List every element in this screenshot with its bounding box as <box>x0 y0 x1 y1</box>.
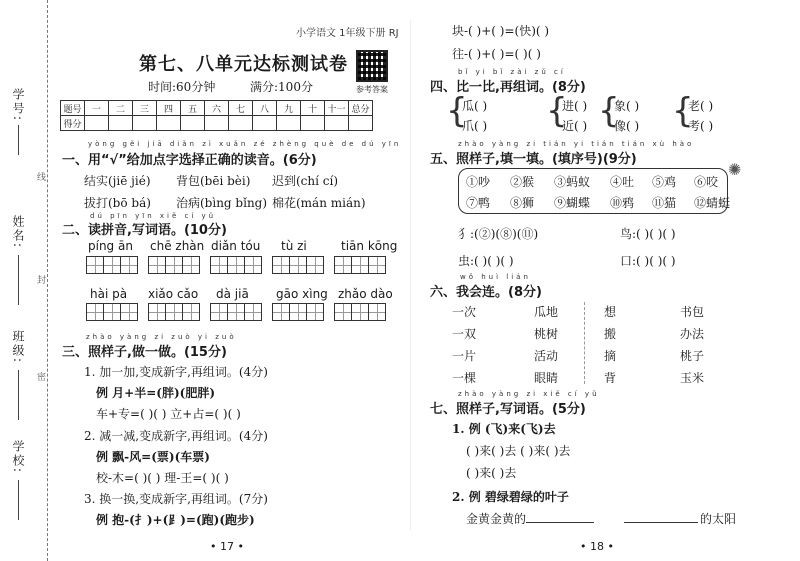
s7-part2-prefix: 金黄金黄的 <box>466 512 527 526</box>
s4-group[interactable] <box>688 96 713 136</box>
s4-pinyin: bǐ yi bǐ zài zǔ cí <box>458 68 566 76</box>
s1-item[interactable]: 结实(jiē jié) <box>84 174 151 188</box>
s4-group[interactable] <box>462 96 487 136</box>
s5-fill-dog-radical[interactable]: 犭:(②)(⑧)(⑪) <box>458 227 539 241</box>
score-cell: 二 <box>109 101 133 116</box>
writing-grid[interactable] <box>272 303 323 321</box>
s1-item[interactable]: 背包(bēi bèi) <box>176 174 251 188</box>
s4-item[interactable]: 老( ) <box>688 99 714 113</box>
s7-part1-line2[interactable]: ( )来( )去 <box>466 466 517 480</box>
score-cell: 七 <box>229 101 253 116</box>
s1-item[interactable]: 迟到(chí cí) <box>272 174 339 188</box>
s3-title: 三、照样子,做一做。(15分) <box>62 345 227 360</box>
s2-pinyin-word: hài pà <box>90 287 128 301</box>
s6-col4-item[interactable]: 办法 <box>680 327 705 341</box>
s4-item[interactable]: 瓜( ) <box>462 99 488 113</box>
cut-mark-mi: 密 <box>35 372 45 381</box>
s6-col1-item[interactable]: 一次 <box>452 305 477 319</box>
score-input-cell[interactable] <box>157 116 181 131</box>
s3-part2-line[interactable]: 校-木=( )( ) 理-王=( )( ) <box>96 471 229 485</box>
s6-col1-item[interactable]: 一片 <box>452 349 477 363</box>
series-header: 小学语文 1年级下册 RJ <box>296 28 399 39</box>
s2-pinyin: dú pīn yīn xiě cí yǔ <box>90 212 217 220</box>
s5-option: ⑩鸦 <box>610 196 635 210</box>
exam-time: 时间:60分钟 <box>148 80 216 94</box>
score-cell: 总分 <box>349 101 373 116</box>
s6-col2-item[interactable]: 桃树 <box>534 327 559 341</box>
s6-col3-item[interactable]: 摘 <box>604 349 617 363</box>
s7-part2-example: 2. 例 碧绿碧绿的叶子 <box>452 490 569 504</box>
writing-grid[interactable] <box>148 303 199 321</box>
score-table <box>60 100 373 131</box>
writing-grid[interactable] <box>148 256 199 274</box>
s4-item[interactable]: 考( ) <box>688 119 714 133</box>
writing-grid[interactable] <box>210 256 261 274</box>
page-number-right: • 18 • <box>580 540 614 553</box>
s2-pinyin-word: tiān kōng <box>341 239 398 253</box>
s3-part1-example: 例 月+半=(胖)(肥胖) <box>96 386 215 400</box>
s6-col4-item[interactable]: 书包 <box>680 305 705 319</box>
s7-title: 七、照样子,写词语。(5分) <box>430 402 586 417</box>
s4-title: 四、比一比,再组词。(8分) <box>430 80 586 95</box>
s5-fill-insect[interactable]: 虫:( )( )( ) <box>458 254 514 268</box>
score-input-cell[interactable] <box>181 116 205 131</box>
s6-col2-item[interactable]: 眼睛 <box>534 371 559 385</box>
s6-col4-item[interactable]: 桃子 <box>680 349 705 363</box>
s3-pinyin: zhào yàng zi zuò yi zuò <box>86 333 237 341</box>
s4-item[interactable]: 爪( ) <box>462 119 488 133</box>
score-input-cell[interactable] <box>205 116 229 131</box>
cut-mark-xian: 线 <box>35 172 45 181</box>
student-id-label: 学号: <box>11 88 25 123</box>
s5-options-box <box>458 168 731 214</box>
s6-divider <box>584 302 585 384</box>
s5-option: ④吐 <box>610 175 635 189</box>
writing-grid[interactable] <box>210 303 261 321</box>
writing-grid[interactable] <box>86 256 137 274</box>
s4-item[interactable]: 像( ) <box>614 119 640 133</box>
score-cell: 十 <box>301 101 325 116</box>
s3-part2-title: 2. 减一减,变成新字,再组词。(4分) <box>84 429 268 443</box>
score-input-cell[interactable] <box>229 116 253 131</box>
score-input-cell[interactable] <box>301 116 325 131</box>
writing-grid[interactable] <box>334 303 385 321</box>
s3-part3-line2[interactable]: 往-( )+( )=( )( ) <box>452 47 541 61</box>
s2-pinyin-word: gāo xìng <box>276 287 328 301</box>
score-input-cell[interactable] <box>253 116 277 131</box>
s2-pinyin-word: xiǎo cǎo <box>148 287 199 301</box>
s5-option: ⑧狮 <box>510 196 535 210</box>
score-input-cell[interactable] <box>85 116 109 131</box>
s1-item[interactable]: 治病(bìng bǐng) <box>176 196 268 210</box>
s6-col2-item[interactable]: 瓜地 <box>534 305 559 319</box>
qr-code-icon[interactable] <box>356 50 388 82</box>
score-cell: 九 <box>277 101 301 116</box>
s6-col1-item[interactable]: 一棵 <box>452 371 477 385</box>
s7-part1-line1[interactable]: ( )来( )去 ( )来( )去 <box>466 444 571 458</box>
s2-title: 二、读拼音,写词语。(10分) <box>62 223 227 238</box>
s5-option: ①吵 <box>466 175 491 189</box>
score-table-header-row <box>61 101 373 116</box>
score-cell: 得分 <box>61 116 85 131</box>
score-cell: 三 <box>133 101 157 116</box>
s2-pinyin-word: píng ān <box>88 239 133 253</box>
score-input-cell[interactable] <box>349 116 373 131</box>
s4-item[interactable]: 象( ) <box>614 99 640 113</box>
s4-item[interactable]: 近( ) <box>562 119 588 133</box>
s5-option: ③蚂蚁 <box>554 175 591 189</box>
school-line <box>18 480 19 520</box>
score-cell: 十一 <box>325 101 349 116</box>
score-cell: 八 <box>253 101 277 116</box>
s5-option: ⑫蜻蜓 <box>694 196 731 210</box>
score-cell: 题号 <box>61 101 85 116</box>
score-table-score-row[interactable] <box>61 116 373 131</box>
s3-part1-line[interactable]: 车+专=( )( ) 立+占=( )( ) <box>96 407 241 421</box>
splat-icon: ✺ <box>728 160 742 179</box>
score-input-cell[interactable] <box>277 116 301 131</box>
s6-col3-item[interactable]: 背 <box>604 371 617 385</box>
s2-pinyin-word: tù zi <box>281 239 307 253</box>
s3-part3-line1[interactable]: 块-( )+( )=(快)( ) <box>452 24 550 38</box>
class-label: 班级: <box>11 330 25 365</box>
s6-col3-item[interactable]: 想 <box>604 305 617 319</box>
s5-title: 五、照样子,填一填。(填序号)(9分) <box>430 152 637 167</box>
s1-title: 一、用“√”给加点字选择正确的读音。(6分) <box>62 153 317 168</box>
s1-item[interactable]: 拔打(bō bá) <box>84 196 151 210</box>
s6-col3-item[interactable]: 搬 <box>604 327 617 341</box>
cut-mark-feng: 封 <box>35 275 45 284</box>
score-cell: 六 <box>205 101 229 116</box>
s5-option: ⑥咬 <box>694 175 719 189</box>
s1-pinyin: yòng gěi jiā diǎn zì xuǎn zé zhèng què de dú yīn <box>88 140 402 148</box>
s6-pinyin: wǒ huì lián <box>460 273 531 281</box>
page-number-left: • 17 • <box>210 540 244 553</box>
s5-option: ⑦鸭 <box>466 196 491 210</box>
page-fold <box>410 20 411 530</box>
s6-col2-item[interactable]: 活动 <box>534 349 559 363</box>
name-line <box>18 255 19 305</box>
s7-part1-example: 1. 例 (飞)来(飞)去 <box>452 422 556 436</box>
s3-part3-title: 3. 换一换,变成新字,再组词。(7分) <box>84 492 268 506</box>
brace-icon: { <box>598 91 620 131</box>
qr-caption: 参考答案 <box>356 85 388 94</box>
student-id-line <box>18 125 19 155</box>
class-line <box>18 370 19 420</box>
exam-title: 第七、八单元达标测试卷 <box>139 54 348 75</box>
s7-answer-blank[interactable] <box>526 522 594 523</box>
s4-group[interactable] <box>614 96 639 136</box>
s7-answer-blank[interactable] <box>624 522 698 523</box>
brace-icon: { <box>546 91 568 131</box>
exam-full-score: 满分:100分 <box>250 80 313 94</box>
s2-pinyin-word: dà jiā <box>216 287 249 301</box>
s6-title: 六、我会连。(8分) <box>430 285 542 300</box>
s7-part2-suffix: 的太阳 <box>700 512 737 526</box>
s3-part1-title: 1. 加一加,变成新字,再组词。(4分) <box>84 365 268 379</box>
school-label: 学校: <box>11 440 25 475</box>
writing-grid[interactable] <box>86 303 137 321</box>
brace-icon: { <box>446 91 468 131</box>
s3-part3-example: 例 抱-(扌)+(⻊)=(跑)(跑步) <box>96 513 255 527</box>
s4-group[interactable] <box>562 96 587 136</box>
score-input-cell[interactable] <box>133 116 157 131</box>
s1-item[interactable]: 棉花(mán mián) <box>272 196 366 210</box>
binding-strip <box>0 0 48 561</box>
s5-fill-mouth[interactable]: 口:( )( )( ) <box>620 254 676 268</box>
writing-grid[interactable] <box>272 256 323 274</box>
score-cell: 五 <box>181 101 205 116</box>
s3-part2-example: 例 飘-风=(票)(车票) <box>96 450 210 464</box>
s5-option: ⑪猫 <box>652 196 677 210</box>
score-input-cell[interactable] <box>109 116 133 131</box>
s5-pinyin: zhào yàng zi tián yi tián tián xù hào <box>458 140 695 148</box>
s6-col4-item[interactable]: 玉米 <box>680 371 705 385</box>
s5-fill-bird[interactable]: 鸟:( )( )( ) <box>620 227 676 241</box>
brace-icon: { <box>672 91 694 131</box>
s6-col1-item[interactable]: 一双 <box>452 327 477 341</box>
s7-pinyin: zhào yàng zi xiě cí yǔ <box>458 390 600 398</box>
s5-option: ②猴 <box>510 175 535 189</box>
s5-option: ⑨蝴蝶 <box>554 196 591 210</box>
writing-grid[interactable] <box>334 256 385 274</box>
s4-item[interactable]: 进( ) <box>562 99 588 113</box>
score-input-cell[interactable] <box>325 116 349 131</box>
s2-pinyin-word: diǎn tóu <box>211 239 261 253</box>
name-label: 姓名: <box>11 215 25 250</box>
s2-pinyin-word: chē zhàn <box>150 239 205 253</box>
s2-pinyin-word: zhǎo dào <box>338 287 393 301</box>
score-cell: 一 <box>85 101 109 116</box>
s5-option: ⑤鸡 <box>652 175 677 189</box>
score-cell: 四 <box>157 101 181 116</box>
